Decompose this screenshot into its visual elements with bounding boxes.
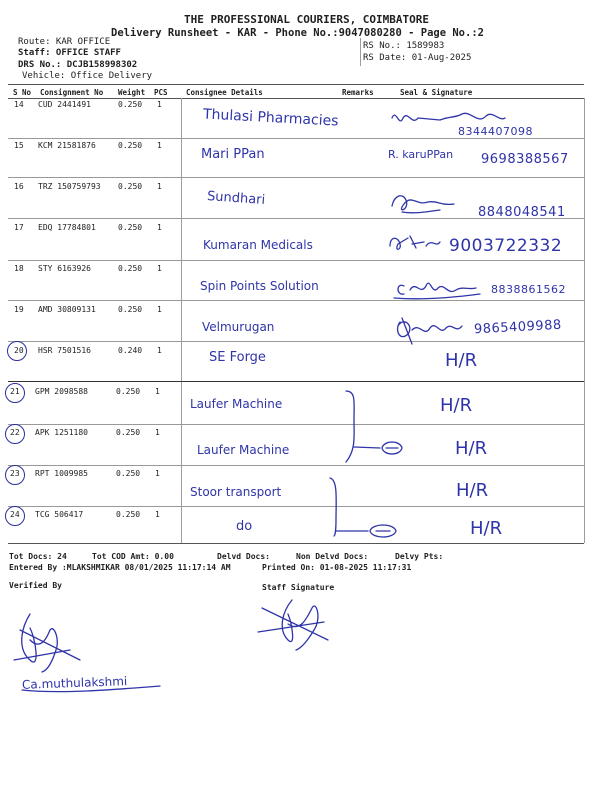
arrow-mark — [354, 447, 380, 448]
col-pcs: PCS — [154, 88, 168, 97]
handwritten-phone: 9003722332 — [449, 236, 563, 256]
runsheet-title: Delivery Runsheet - KAR - Phone No.:9047080280 - Page No.:2 — [111, 27, 484, 39]
signature-scribble — [390, 236, 440, 249]
handwritten-consignee: Stoor transport — [190, 485, 282, 499]
vehicle-label: Vehicle: Office Delivery — [22, 71, 153, 81]
row-weight: 0.250 — [118, 141, 143, 150]
rs-date-label: RS Date: 01-Aug-2025 — [363, 53, 472, 63]
handwritten-phone: 9865409988 — [473, 317, 563, 338]
row-sno: 23 — [10, 469, 20, 478]
handwritten-hr: H/R — [456, 480, 489, 501]
col-sno: S No — [13, 88, 32, 97]
entered-by: Entered By :MLAKSHMIKAR 08/01/2025 11:17:14 AM — [9, 563, 231, 572]
row-sno: 19 — [14, 305, 24, 314]
handwritten-consignee: Mari PPan — [201, 147, 265, 162]
row-pcs: 1 — [155, 510, 160, 519]
row-consignment: AMD 30809131 — [38, 305, 96, 314]
handwritten-consignee: SE Forge — [209, 350, 266, 365]
row-consignment: HSR 7501516 — [38, 346, 91, 355]
row-sno: 15 — [14, 141, 24, 150]
signature-scribble — [392, 113, 505, 121]
delvd-docs: Delvd Docs: — [217, 552, 270, 561]
signature-scribble — [392, 196, 454, 213]
row-pcs: 1 — [157, 182, 162, 191]
handwritten-hr: H/R — [445, 350, 478, 371]
signature-scribble — [394, 283, 480, 299]
handwritten-phone: 8344407098 — [458, 125, 533, 138]
tot-cod-amt: Tot COD Amt: 0.00 — [92, 552, 174, 561]
row-consignment: CUD 2441491 — [38, 100, 91, 109]
row-pcs: 1 — [155, 428, 160, 437]
rs-no-label: RS No.: 1589983 — [363, 41, 445, 51]
row-sno: 14 — [14, 100, 24, 109]
handwritten-phone: 8838861562 — [491, 283, 566, 296]
row-pcs: 1 — [157, 305, 162, 314]
handwritten-consignee: Spin Points Solution — [200, 279, 319, 293]
signature-scribble — [398, 318, 462, 344]
handwritten-consignee: Sundhari — [206, 188, 266, 209]
handwritten-consignee: Laufer Machine — [197, 443, 290, 457]
row-sno: 21 — [10, 387, 20, 396]
staff-signature-label: Staff Signature — [262, 583, 335, 592]
row-consignment: EDQ 17784801 — [38, 223, 96, 232]
company-title: THE PROFESSIONAL COURIERS, COIMBATORE — [184, 13, 430, 26]
row-weight: 0.250 — [118, 100, 143, 109]
row-pcs: 1 — [157, 141, 162, 150]
row-weight: 0.250 — [118, 182, 143, 191]
row-pcs: 1 — [157, 100, 162, 109]
row-weight: 0.250 — [116, 428, 141, 437]
row-sno: 17 — [14, 223, 24, 232]
non-delvd-docs: Non Delvd Docs: — [296, 552, 369, 561]
handwritten-hr: H/R — [440, 395, 473, 416]
handwritten-consignee: do — [236, 519, 253, 534]
row-pcs: 1 — [155, 387, 160, 396]
col-consignment: Consignment No — [40, 88, 104, 97]
col-consignee: Consignee Details — [186, 88, 263, 97]
row-sno: 16 — [14, 182, 24, 191]
handwritten-consignee: Laufer Machine — [190, 397, 283, 411]
row-sno: 18 — [14, 264, 24, 273]
delvy-pts: Delvy Pts: — [395, 552, 444, 561]
staff-label: Staff: OFFICE STAFF — [18, 48, 121, 58]
row-consignment: GPM 2098588 — [35, 387, 88, 396]
row-weight: 0.250 — [116, 387, 141, 396]
row-consignment: KCM 21581876 — [38, 141, 96, 150]
route-label: Route: KAR OFFICE — [18, 37, 111, 47]
row-consignment: APK 1251180 — [35, 428, 88, 437]
verified-by-label: Verified By — [9, 581, 62, 590]
row-consignment: RPT 1009985 — [35, 469, 88, 478]
verified-signature — [14, 614, 80, 672]
row-pcs: 1 — [155, 469, 160, 478]
row-pcs: 1 — [157, 346, 162, 355]
handwritten-consignee: Thulasi Pharmacies — [202, 106, 339, 130]
row-consignment: STY 6163926 — [38, 264, 91, 273]
row-weight: 0.240 — [118, 346, 143, 355]
row-pcs: 1 — [157, 264, 162, 273]
row-sno: 22 — [10, 428, 20, 437]
handwritten-consignee: Kumaran Medicals — [203, 238, 313, 252]
row-weight: 0.250 — [116, 469, 141, 478]
row-weight: 0.250 — [118, 264, 143, 273]
row-weight: 0.250 — [116, 510, 141, 519]
loop-mark — [382, 442, 402, 454]
row-consignment: TRZ 150759793 — [38, 182, 101, 191]
row-pcs: 1 — [157, 223, 162, 232]
drs-label: DRS No.: DCJB158998302 — [18, 60, 138, 70]
row-weight: 0.250 — [118, 305, 143, 314]
staff-signature — [258, 600, 328, 650]
loop-mark — [370, 525, 396, 537]
tot-docs: Tot Docs: 24 — [9, 552, 67, 561]
printed-on: Printed On: 01-08-2025 11:17:31 — [262, 563, 412, 572]
row-sno: 24 — [10, 510, 20, 519]
handwritten-consignee: Velmurugan — [202, 320, 275, 334]
col-signature: Seal & Signature — [400, 88, 473, 97]
col-weight: Weight — [118, 88, 146, 97]
row-consignment: TCG 506417 — [35, 510, 84, 519]
handwritten-phone: 8848048541 — [478, 205, 566, 220]
handwritten-sign-name: R. karuPPan — [388, 148, 454, 161]
handwritten-hr: H/R — [455, 438, 488, 459]
row-sno: 20 — [14, 346, 24, 355]
verifier-name: Ca.muthulakshmi — [21, 674, 128, 692]
handwritten-hr: H/R — [470, 518, 503, 539]
bracket-mark — [330, 478, 336, 536]
row-weight: 0.250 — [118, 223, 143, 232]
col-remarks: Remarks — [342, 88, 374, 97]
bracket-mark — [346, 391, 354, 462]
handwritten-phone: 9698388567 — [481, 152, 569, 167]
